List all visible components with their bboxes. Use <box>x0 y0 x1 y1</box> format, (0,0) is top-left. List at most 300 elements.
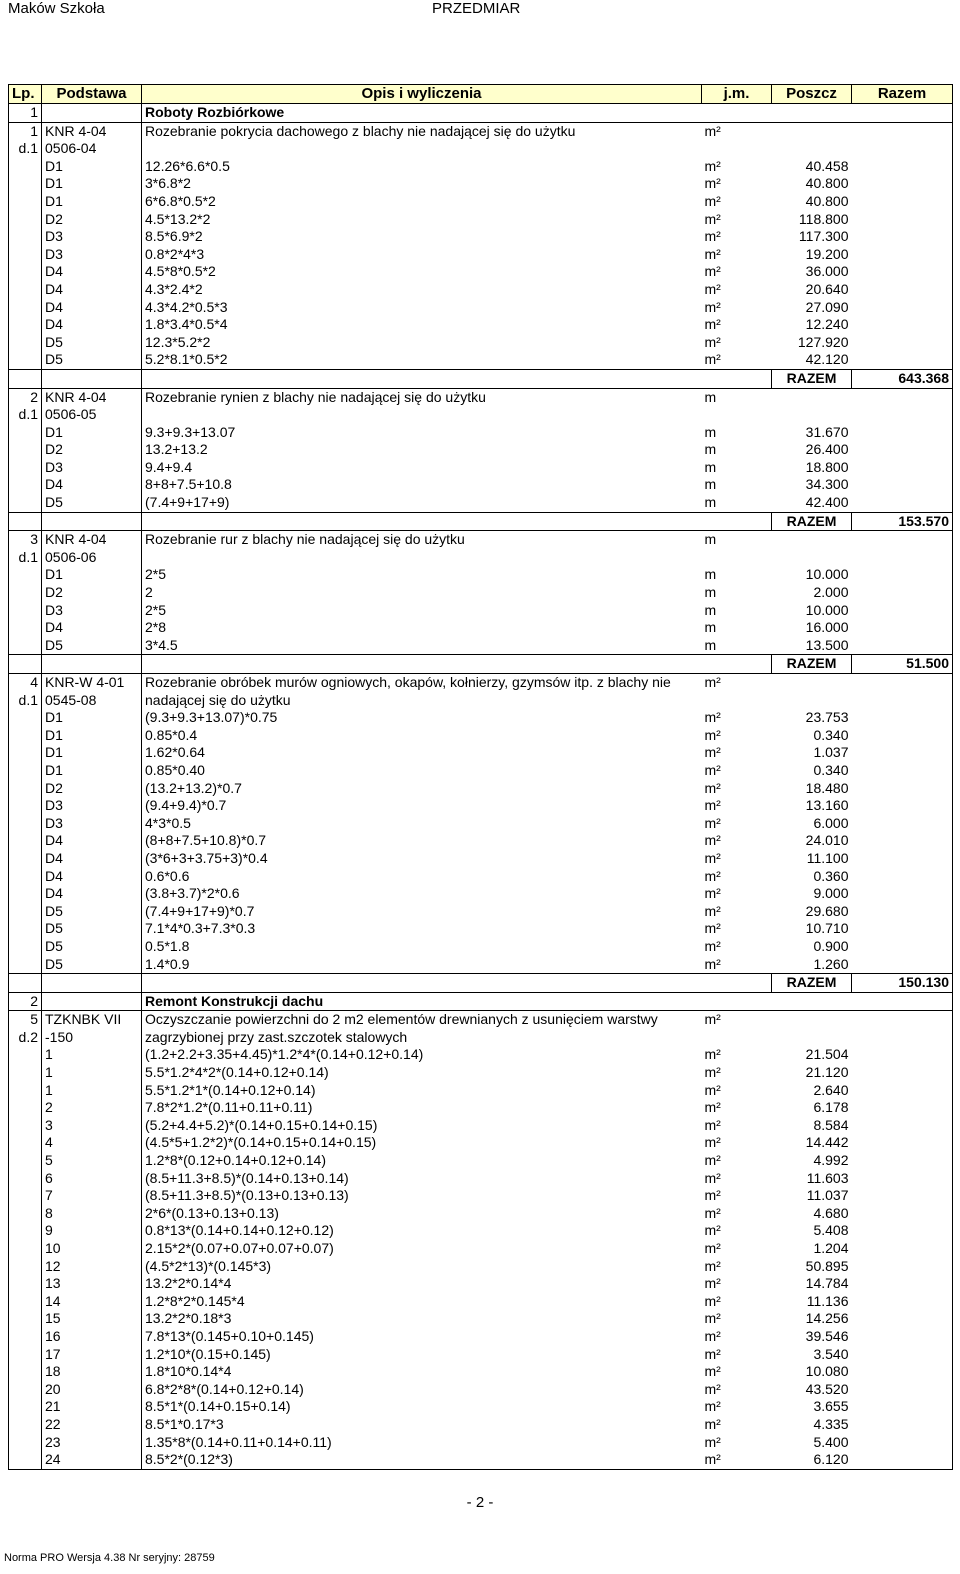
section-number: 2 <box>9 992 42 1011</box>
calc-formula: 2*5 <box>145 566 167 583</box>
calc-row <box>9 920 953 938</box>
calc-element: D4 <box>42 619 142 637</box>
position-unit-cont <box>702 1029 772 1047</box>
calc-total <box>852 797 953 815</box>
calc-row <box>9 1222 953 1240</box>
calc-element: D4 <box>42 299 142 317</box>
calc-lp <box>9 1082 42 1100</box>
calc-unit: m² <box>704 1415 721 1432</box>
razem-lp <box>9 512 42 531</box>
calc-element: 9 <box>42 1222 142 1240</box>
calc-unit: m² <box>704 1275 721 1292</box>
calc-unit: m² <box>704 1257 721 1274</box>
col-header-description: Opis i wyliczenia <box>142 85 702 104</box>
calc-value: 34.300 <box>805 476 849 493</box>
calc-row <box>9 351 953 369</box>
calc-lp <box>9 1170 42 1188</box>
calc-total <box>852 566 953 584</box>
calc-formula: 4.3*2.4*2 <box>145 280 203 297</box>
position-partial-cont <box>772 1029 852 1047</box>
section-title: Remont Konstrukcji dachu <box>142 992 953 1011</box>
col-header-unit: j.m. <box>702 85 772 104</box>
calc-formula: 1.35*8*(0.14+0.11+0.14+0.11) <box>145 1433 332 1450</box>
razem-row <box>9 512 953 531</box>
calc-element: D1 <box>42 424 142 442</box>
calc-value: 1.260 <box>813 955 849 972</box>
calc-formula: 2*6*(0.13+0.13+0.13) <box>145 1204 279 1221</box>
calc-row <box>9 1363 953 1381</box>
calc-formula: (9.3+9.3+13.07)*0.75 <box>145 709 278 726</box>
calc-total <box>852 1310 953 1328</box>
calc-total <box>852 850 953 868</box>
calc-element: D4 <box>42 850 142 868</box>
calc-row <box>9 566 953 584</box>
calc-row <box>9 494 953 512</box>
calc-value: 0.340 <box>813 761 849 778</box>
calc-row <box>9 584 953 602</box>
calc-row <box>9 246 953 264</box>
calc-unit: m² <box>704 298 721 315</box>
calc-lp <box>9 211 42 229</box>
razem-unit <box>702 974 772 993</box>
calc-total <box>852 832 953 850</box>
calc-formula: 1.4*0.9 <box>145 955 190 972</box>
calc-row <box>9 281 953 299</box>
calc-formula: (3*6+3+3.75+3)*0.4 <box>145 849 268 866</box>
calc-total <box>852 619 953 637</box>
calc-value: 0.360 <box>813 867 849 884</box>
calc-lp <box>9 956 42 974</box>
calc-total <box>852 584 953 602</box>
calc-total <box>852 1363 953 1381</box>
calc-value: 117.300 <box>798 228 849 245</box>
calc-row <box>9 903 953 921</box>
calc-total <box>852 1346 953 1364</box>
calc-formula: 7.1*4*0.3+7.3*0.3 <box>145 920 256 937</box>
calc-unit: m² <box>704 210 721 227</box>
calc-value: 24.010 <box>805 832 849 849</box>
estimate-table <box>8 84 953 1470</box>
calc-unit: m² <box>704 351 721 368</box>
calc-lp <box>9 1222 42 1240</box>
calc-row <box>9 832 953 850</box>
calc-row <box>9 1152 953 1170</box>
calc-element: D3 <box>42 459 142 477</box>
calc-lp <box>9 476 42 494</box>
calc-row <box>9 158 953 176</box>
calc-row <box>9 1434 953 1452</box>
calc-element: 16 <box>42 1328 142 1346</box>
calc-lp <box>9 1046 42 1064</box>
calc-total <box>852 1205 953 1223</box>
calc-total <box>852 1187 953 1205</box>
calc-row <box>9 885 953 903</box>
calc-lp <box>9 832 42 850</box>
calc-unit: m² <box>704 744 721 761</box>
calc-formula: 9.4+9.4 <box>145 458 193 475</box>
position-unit: m² <box>702 674 772 692</box>
calc-element: D3 <box>42 246 142 264</box>
position-partial-cont <box>772 692 852 710</box>
calc-row <box>9 1099 953 1117</box>
calc-value: 36.000 <box>805 263 849 280</box>
calc-unit: m² <box>704 1116 721 1133</box>
calc-element: 24 <box>42 1451 142 1469</box>
calc-value: 3.655 <box>813 1398 849 1415</box>
calc-lp <box>9 351 42 369</box>
calc-total <box>852 351 953 369</box>
calc-element: D1 <box>42 709 142 727</box>
calc-value: 4.680 <box>813 1204 849 1221</box>
calc-element: 1 <box>42 1064 142 1082</box>
calc-formula: (5.2+4.4+5.2)*(0.14+0.15+0.14+0.15) <box>145 1116 378 1133</box>
calc-total <box>852 1398 953 1416</box>
calc-row <box>9 1134 953 1152</box>
position-total-cont <box>852 549 953 567</box>
calc-value: 26.400 <box>805 441 849 458</box>
calc-total <box>852 903 953 921</box>
calc-formula: 3*4.5 <box>145 636 178 653</box>
calc-value: 8.584 <box>813 1116 849 1133</box>
calc-unit: m <box>704 601 717 618</box>
position-number-suffix: d.2 <box>9 1029 42 1047</box>
calc-element: 15 <box>42 1310 142 1328</box>
header-title: PRZEDMIAR <box>432 0 521 17</box>
calc-lp <box>9 1293 42 1311</box>
position-basis-table: 0506-06 <box>42 549 142 567</box>
calc-lp <box>9 850 42 868</box>
calc-total <box>852 1434 953 1452</box>
calc-element: 13 <box>42 1275 142 1293</box>
calc-row <box>9 228 953 246</box>
position-unit: m² <box>702 1011 772 1029</box>
razem-label: RAZEM <box>772 974 852 993</box>
calc-row <box>9 762 953 780</box>
calc-lp <box>9 637 42 655</box>
position-description: Oczyszczanie powierzchni do 2 m2 elementów drewnianych z usunięciem warstwy zagrzybionej przy zast.szczotek stalowych <box>142 1011 702 1047</box>
razem-label: RAZEM <box>772 369 852 388</box>
header-company: Maków Szkoła <box>8 0 105 17</box>
calc-lp <box>9 1346 42 1364</box>
calc-formula: 0.8*2*4*3 <box>145 245 205 262</box>
razem-total-value: 51.500 <box>852 655 953 674</box>
calc-row <box>9 780 953 798</box>
calc-unit: m² <box>704 867 721 884</box>
calc-element: 5 <box>42 1152 142 1170</box>
calc-unit: m² <box>704 1380 721 1397</box>
calc-element: 12 <box>42 1258 142 1276</box>
calc-value: 16.000 <box>805 619 849 636</box>
razem-basis <box>42 655 142 674</box>
calc-lp <box>9 762 42 780</box>
calc-value: 0.900 <box>813 937 849 954</box>
calc-lp <box>9 334 42 352</box>
calc-value: 43.520 <box>805 1380 849 1397</box>
calc-lp <box>9 263 42 281</box>
calc-unit: m <box>704 584 717 601</box>
calc-value: 10.710 <box>805 920 849 937</box>
calc-formula: (1.2+2.2+3.35+4.45)*1.2*4*(0.14+0.12+0.14) <box>145 1046 424 1063</box>
calc-value: 14.442 <box>805 1134 849 1151</box>
calc-formula: 13.2+13.2 <box>145 441 208 458</box>
position-number: 2 <box>9 388 42 406</box>
calc-element: 8 <box>42 1205 142 1223</box>
calc-total <box>852 1117 953 1135</box>
calc-formula: 0.8*13*(0.14+0.14+0.12+0.12) <box>145 1222 334 1239</box>
calc-value: 4.335 <box>813 1415 849 1432</box>
calc-unit: m² <box>704 1099 721 1116</box>
calc-lp <box>9 780 42 798</box>
calc-unit: m² <box>704 192 721 209</box>
calc-unit: m² <box>704 1363 721 1380</box>
position-description: Rozebranie rur z blachy nie nadającej się do użytku <box>142 531 702 567</box>
calc-element: 1 <box>42 1046 142 1064</box>
position-unit: m <box>702 388 772 406</box>
calc-value: 1.037 <box>813 744 849 761</box>
position-total-cell <box>852 1011 953 1029</box>
calc-total <box>852 158 953 176</box>
calc-element: D1 <box>42 762 142 780</box>
position-total-cont <box>852 692 953 710</box>
position-number-suffix: d.1 <box>9 692 42 710</box>
calc-total <box>852 602 953 620</box>
calc-value: 14.784 <box>805 1275 849 1292</box>
calc-total <box>852 762 953 780</box>
calc-formula: 1.8*10*0.14*4 <box>145 1363 232 1380</box>
razem-desc <box>142 655 702 674</box>
razem-unit <box>702 655 772 674</box>
calc-total <box>852 1046 953 1064</box>
calc-total <box>852 1152 953 1170</box>
calc-formula: (3.8+3.7)*2*0.6 <box>145 885 240 902</box>
razem-unit <box>702 512 772 531</box>
position-partial <box>772 388 852 406</box>
calc-total <box>852 920 953 938</box>
calc-formula: 5.2*8.1*0.5*2 <box>145 351 228 368</box>
position-partial-cont <box>772 140 852 158</box>
calc-total <box>852 441 953 459</box>
calc-element: D5 <box>42 903 142 921</box>
calc-total <box>852 744 953 762</box>
calc-value: 39.546 <box>805 1327 849 1344</box>
calc-lp <box>9 441 42 459</box>
calc-row <box>9 709 953 727</box>
calc-value: 21.504 <box>805 1046 849 1063</box>
calc-total <box>852 228 953 246</box>
calc-lp <box>9 815 42 833</box>
calc-element: D4 <box>42 868 142 886</box>
calc-row <box>9 637 953 655</box>
calc-total <box>852 1381 953 1399</box>
calc-element: D3 <box>42 228 142 246</box>
calc-formula: 2.15*2*(0.07+0.07+0.07+0.07) <box>145 1240 334 1256</box>
calc-lp <box>9 1434 42 1452</box>
calc-value: 6.178 <box>813 1099 849 1116</box>
position-partial <box>772 531 852 549</box>
calc-formula: (13.2+13.2)*0.7 <box>145 779 242 796</box>
calc-lp <box>9 938 42 956</box>
calc-total <box>852 1451 953 1469</box>
calc-value: 50.895 <box>805 1257 849 1274</box>
calc-formula: 6*6.8*0.5*2 <box>145 192 216 209</box>
calc-value: 12.240 <box>805 316 849 333</box>
razem-basis <box>42 512 142 531</box>
calc-unit: m² <box>704 1398 721 1415</box>
calc-formula: 2*5 <box>145 601 167 618</box>
calc-formula: 0.85*0.40 <box>145 761 205 778</box>
razem-lp <box>9 974 42 993</box>
calc-total <box>852 211 953 229</box>
calc-total <box>852 1416 953 1434</box>
calc-value: 40.800 <box>805 175 849 192</box>
calc-element: D5 <box>42 334 142 352</box>
calc-element: D4 <box>42 263 142 281</box>
calc-unit: m² <box>704 1222 721 1239</box>
position-row <box>9 388 953 406</box>
calc-row <box>9 1064 953 1082</box>
calc-value: 21.120 <box>805 1064 849 1081</box>
calc-total <box>852 281 953 299</box>
calc-row <box>9 1381 953 1399</box>
calc-lp <box>9 1328 42 1346</box>
calc-lp <box>9 246 42 264</box>
position-basis-code: KNR-W 4-01 <box>42 674 142 692</box>
calc-formula: 8.5*1*(0.14+0.15+0.14) <box>145 1398 291 1415</box>
calc-lp <box>9 1064 42 1082</box>
position-number-suffix: d.1 <box>9 406 42 424</box>
section-number: 1 <box>9 104 42 123</box>
calc-element: D5 <box>42 494 142 512</box>
calc-unit: m² <box>704 1345 721 1362</box>
calc-row <box>9 263 953 281</box>
calc-lp <box>9 566 42 584</box>
position-number: 4 <box>9 674 42 692</box>
position-basis-code: KNR 4-04 <box>42 388 142 406</box>
calc-unit: m² <box>704 157 721 174</box>
position-basis-table: -150 <box>42 1029 142 1047</box>
calc-lp <box>9 744 42 762</box>
calc-value: 40.458 <box>805 157 849 174</box>
calc-unit: m² <box>704 955 721 972</box>
calc-total <box>852 1328 953 1346</box>
position-unit: m² <box>702 122 772 140</box>
position-row <box>9 1011 953 1029</box>
calc-unit: m <box>704 441 717 458</box>
calc-total <box>852 938 953 956</box>
calc-element: 10 <box>42 1240 142 1258</box>
razem-total-value: 643.368 <box>852 369 953 388</box>
calc-row <box>9 727 953 745</box>
calc-unit: m² <box>704 228 721 245</box>
calc-unit: m² <box>704 1169 721 1186</box>
calc-formula: 7.8*2*1.2*(0.11+0.11+0.11) <box>145 1099 313 1116</box>
calc-row <box>9 850 953 868</box>
calc-element: D1 <box>42 175 142 193</box>
calc-element: D3 <box>42 815 142 833</box>
position-row <box>9 122 953 140</box>
calc-total <box>852 1170 953 1188</box>
position-total-cell <box>852 388 953 406</box>
calc-value: 0.340 <box>813 726 849 743</box>
calc-value: 5.408 <box>813 1222 849 1239</box>
calc-formula: (8.5+11.3+8.5)*(0.13+0.13+0.13) <box>145 1187 349 1204</box>
calc-formula: 3*6.8*2 <box>145 175 191 192</box>
calc-row <box>9 1205 953 1223</box>
calc-value: 118.800 <box>798 210 849 227</box>
calc-formula: 13.2*2*0.14*4 <box>145 1275 232 1292</box>
calc-unit: m² <box>704 245 721 262</box>
calc-unit: m² <box>704 937 721 954</box>
calc-total <box>852 316 953 334</box>
calc-unit: m² <box>704 333 721 350</box>
calc-unit: m² <box>704 902 721 919</box>
calc-formula: (4.5*2*13)*(0.145*3) <box>145 1257 272 1274</box>
calc-formula: 8.5*2*(0.12*3) <box>142 1451 702 1469</box>
col-header-basis: Podstawa <box>42 85 142 104</box>
calc-row <box>9 602 953 620</box>
position-description: Rozebranie obróbek murów ogniowych, okapów, kołnierzy, gzymsów itp. z blachy nie nadającej się do użytku <box>142 674 702 710</box>
calc-formula: 2 <box>145 584 153 601</box>
calc-row <box>9 1310 953 1328</box>
calc-unit: m² <box>704 1187 721 1204</box>
calc-unit: m² <box>702 1451 772 1469</box>
calc-formula: 5.5*1.2*1*(0.14+0.12+0.14) <box>145 1081 316 1098</box>
position-basis-table: 0545-08 <box>42 692 142 710</box>
calc-element: D2 <box>42 211 142 229</box>
calc-value: 127.920 <box>797 333 849 350</box>
position-total-cont <box>852 140 953 158</box>
calc-formula: (8.5+11.3+8.5)*(0.14+0.13+0.14) <box>145 1169 349 1186</box>
position-unit-cont <box>702 692 772 710</box>
calc-element: 14 <box>42 1293 142 1311</box>
calc-lp <box>9 1416 42 1434</box>
position-number: 3 <box>9 531 42 549</box>
calc-row <box>9 938 953 956</box>
calc-lp <box>9 1451 42 1469</box>
calc-row <box>9 797 953 815</box>
position-basis-table: 0506-05 <box>42 406 142 424</box>
calc-element: 18 <box>42 1363 142 1381</box>
calc-element: D1 <box>42 727 142 745</box>
calc-value: 13.500 <box>805 636 849 653</box>
calc-total <box>852 815 953 833</box>
razem-desc <box>142 369 702 388</box>
calc-element: 2 <box>42 1099 142 1117</box>
calc-formula: 6.8*2*8*(0.14+0.12+0.14) <box>145 1380 304 1397</box>
calc-element: D5 <box>42 938 142 956</box>
calc-total <box>852 263 953 281</box>
razem-total-value: 153.570 <box>852 512 953 531</box>
calc-row <box>9 316 953 334</box>
calc-row <box>9 299 953 317</box>
position-number: 5 <box>9 1011 42 1029</box>
calc-element: D4 <box>42 885 142 903</box>
position-unit-cont <box>702 140 772 158</box>
calc-value: 2.640 <box>813 1081 849 1098</box>
calc-row <box>9 424 953 442</box>
calc-unit: m² <box>704 316 721 333</box>
calc-total <box>852 334 953 352</box>
calc-lp <box>9 175 42 193</box>
calc-element: D1 <box>42 744 142 762</box>
calc-lp <box>9 1134 42 1152</box>
calc-unit: m² <box>704 175 721 192</box>
calc-element: D5 <box>42 920 142 938</box>
calc-formula: (8+8+7.5+10.8)*0.7 <box>145 832 267 849</box>
calc-element: 3 <box>42 1117 142 1135</box>
calc-formula: 4.5*13.2*2 <box>145 210 211 227</box>
calc-unit: m² <box>704 885 721 902</box>
